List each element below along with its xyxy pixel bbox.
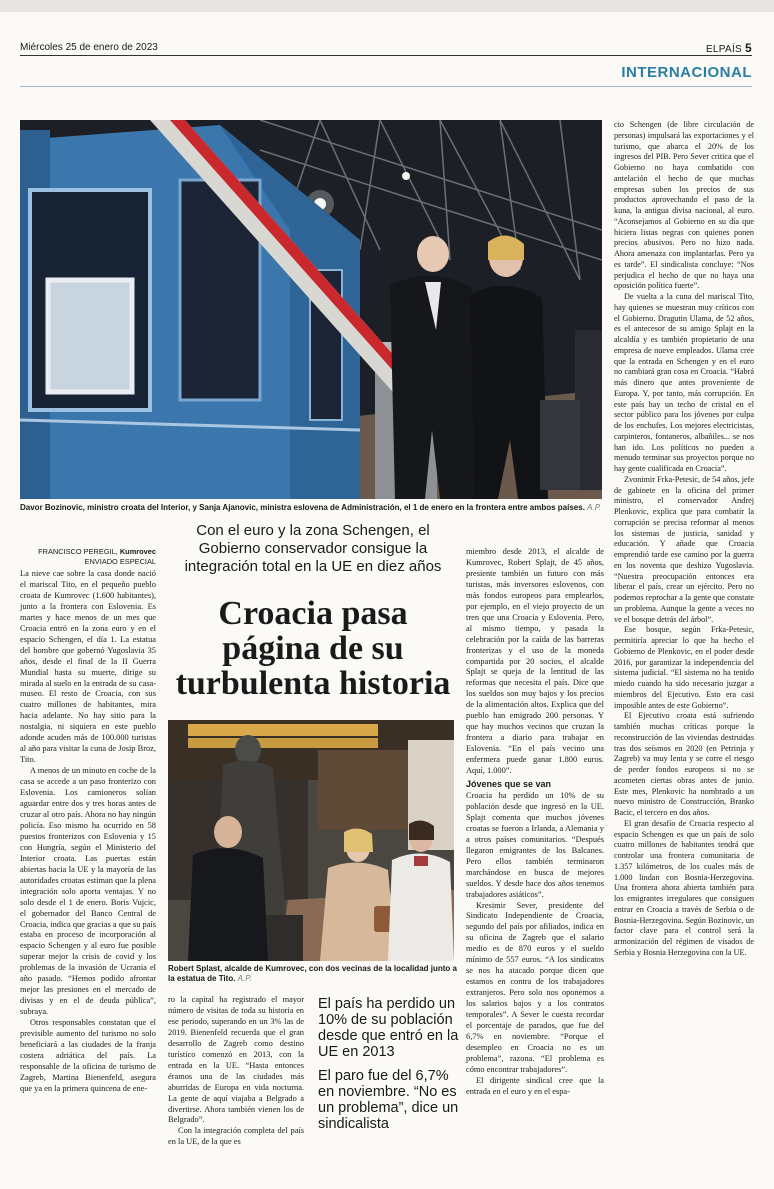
mid-photo-caption xyxy=(168,964,458,984)
top-photo-credit: A.P. xyxy=(587,503,602,512)
byline-author: FRANCISCO PEREGIL, xyxy=(38,547,118,556)
brand-name: ELPAÍS xyxy=(705,44,743,55)
top-strip xyxy=(0,0,774,12)
mid-photo-caption-text: Robert Splast, alcalde de Kumrovec, con dos vecinas de la localidad junto a la estatua de Tito. xyxy=(168,964,457,983)
article-paragraph: A menos de un minuto en coche de la casa se accede a un paso fronterizo con Eslovenia. Los camioneros solían aguardar entre dos y tres horas antes de cruzar al otro país. Ahora no hay ningún policía. Eso mismo ha ocurrido en 58 puestos fronterizos con Eslovenia y 15 con Hungría, según el Ministerio del Interior croata. Las puertas están abiertas hacia la UE y la mayoría de las autoridades croatas estiman que la plena integración solo aporta ventajas. Y no solo desde el 1 de enero. Boris Vujcic, el gobernador del Banco Central de Croacia, indica que gracias a que su país estaba en proceso de incorporación al espacio Schengen y al euro fue posible superar mejor la crisis de covid y los problemas de la invasión de Ucrania el año pasado. “Hemos podido afrontar mejor las presiones en el mercado de divisas y en el de deuda pública”, subraya. xyxy=(20,766,156,1017)
top-photo-caption xyxy=(20,503,602,513)
article-paragraph: cio Schengen (de libre circulación de personas) impulsará las exportaciones y el turismo, que abarca el 20% de los ingresos del PIB. Pero Sever critica que el Gobierno no haya combatido con antelación el hecho de que muchas empresas suben los precios de sus productos aprovechando el paso de la kuna, la antigua divisa nacional, al euro. “Aconsejamos al Gobierno en su día que hiciera listas negras con quienes ponen precios abusivos. Pero no hizo nada. Ahora amenaza con implantarlas. Pero ya es tarde”. El sindicalista concluye: “Nos perjudica el hecho de que no haya una oposición política fuerte”. xyxy=(614,120,754,291)
article-paragraph: De vuelta a la cuna del mariscal Tito, hay quienes se muestran muy críticos con el Gobierno. Dragutin Ulama, de 52 años, es el antecesor de su amigo Splajt en la alcaldía y es también propietario de una empresa de nueve empleados. Ulama cree que la entrada en Schengen y en el euro no cambiará gran cosa en Croacia. “Habrá más dinero que antes proveniente de Europa. Y, por tanto, más corrupción. En este país hay un techo de cristal en el sector público para los jóvenes por culpa de los enchufes. Los mejores electricistas, carpinteros, fontaneros, albañiles... se nos han ido. Los políticos no pueden a menudo terminar sus proyectos porque no hay gente cualificada en Croacia”. xyxy=(614,292,754,473)
section-title: INTERNACIONAL xyxy=(621,64,752,81)
masthead xyxy=(706,41,752,55)
article-paragraph: Kresimir Sever, presidente del Sindicato Independiente de Croacia, segundo del país por afiliados, indica en su oficina de Zagreb que el salario medio es de 870 euros y el sueldo mínimo de 557 euros. “A los sindicatos se nos ha atacado porque dicen que estamos en contra de los trabajadores extranjeros. Pero solo nos oponemos a los salarios bajos y a los contratos temporales”. A Sever le cuesta recordar el porcentaje de parados, que fue del 6,7% en noviembre. “Porque el desempleo en Croacia no es un problema”, razona. “El problema es cómo encontrar trabajadores”. xyxy=(466,900,604,1074)
article-paragraph: Zvonimir Frka-Petesic, de 54 años, jefe de gabinete en la oficina del primer ministro, el conservador Andrej Plenkovic, explica que para combatir la corrupción se precisa reformar al menos los sistemas de justicia, sanidad y educación. Y añade que Croacia emprendió tarde ese camino por la guerra en los noventa que deshizo Yugoslavia. “Nuestra preocupación entonces era liberar el país, crear un ejército. Pero no podemos reprochar a la gente que constate un problema. Aunque la gente a veces no ve el bosque detrás del árbol”. xyxy=(614,474,754,624)
article-column-1 xyxy=(20,569,156,1095)
article-column-3 xyxy=(466,547,604,1098)
article-paragraph: ro la capital ha registrado el mayor número de visitas de toda su historia en ese periodo, superando en un 3% las de 2019. Bienenfeld recuerda que el gran desarrollo de Zagreb como destino turístico comenzó en 2013, con la entrada en la UE. “Hasta entonces éramos una de las ciudades más aburridas de Europa en vida nocturna. La gente de aquí viajaba a Belgrado a divertirse. Ahora también vienen los de Belgrado”. xyxy=(168,995,304,1125)
border-crossing-illustration xyxy=(20,120,602,499)
border-crossing-photo xyxy=(20,120,602,499)
mid-photo-credit: A.P. xyxy=(237,974,252,983)
article-kicker: Con el euro y la zona Schengen, el Gobierno conservador consigue la integración total en la UE en diez años xyxy=(184,522,442,575)
article-subhead: Jóvenes que se van xyxy=(466,779,552,790)
article-paragraph: Croacia ha perdido un 10% de su población desde que ingresó en la UE. Splajt comenta que muchos jóvenes croatas se fueron a Irlanda, a Alemania y a otros países comunitarios. “Después llegaron emigrantes de los Balcanes. Pero ellos también terminaron marchándose en busca de mejores sueldos. Y desde hace dos años tenemos trabajadores asiáticos”. xyxy=(466,790,604,899)
byline xyxy=(30,547,156,567)
tito-statue-illustration xyxy=(168,720,454,961)
tito-statue-photo xyxy=(168,720,454,961)
pull-quotes xyxy=(318,996,462,1140)
article-column-4 xyxy=(614,120,754,959)
byline-place: Kumrovec xyxy=(119,547,156,556)
article-column-2 xyxy=(168,995,304,1148)
byline-role: ENVIADO ESPECIAL xyxy=(84,557,156,566)
article-paragraph: El gran desafío de Croacia respecto al espacio Schengen es que un país de solo cuatro millones de habitantes tendrá que controlar una frontera comunitaria de 1.357 kilómetros, de los cuales más de 1.000 lindan con Bosnia-Herzegovina. Una frontera ahora abierta también para los emigrantes irregulares que consiguen entrar en Croacia a través de Serbia o de Bosnia-Herzegovina. Según Bozinovic, un factor clave para el control será la armonización del régimen de visados de Serbia y Bosnia Herzegovina con la UE. xyxy=(614,818,754,957)
issue-date: Miércoles 25 de enero de 2023 xyxy=(20,42,158,53)
article-paragraph: Ese bosque, según Frka-Petesic, permitiría apreciar lo que ha hecho el Gobierno de Plenkovic, en el poder desde 2016, por garantizar la independencia del sistema judicial. “El sistema no ha tenido miedo cuando ha sido necesario juzgar a miembros del Ejecutivo. Esto era casi imposible antes de este Gobierno”. xyxy=(614,625,754,710)
article-paragraph: Otros responsables constatan que el previsible aumento del turismo no solo beneficiará a las ciudades de la franja costera adriática del país. La responsable de la oficina de turismo de Zagreb, Martina Bienenfeld, asegura que ya en la primera quincena de ene- xyxy=(20,1018,156,1093)
section-rule xyxy=(20,86,752,87)
article-headline: Croacia pasa página de su turbulenta historia xyxy=(175,595,451,702)
page-number: 5 xyxy=(745,41,752,55)
article-paragraph: miembro desde 2013, el alcalde de Kumrovec, Robert Splajt, de 45 años, presiente también un futuro con más turistas, más inversores eslovenos, con más fondos europeos para emplearlos, por ejemplo, en el viejo proyecto de un tren que una Croacia y Eslovenia. Pero, al mismo tiempo, y pasada la celebración por la caída de las barreras fronterizas y el uso de la moneda compartida por 20 socios, el alcalde Splajt se queja de la lentitud de las reformas que necesita el país. Dice que los sueldos son muy bajos y los precios de la alimentación altos. Explica que del pueblo han emigrado 200 personas. Y que hay muchos vecinos que cruzan la frontera a diario para trabajar en Eslovenia. “En el país vecino una enfermera puede ganar 1.800 euros. Aquí, 1.000”. xyxy=(466,547,604,776)
article-paragraph: La nieve cae sobre la casa donde nació el mariscal Tito, en el pequeño pueblo croata de Kumrovec (1.600 habitantes), junto a la frontera con Eslovenia. Es martes y hace menos de un mes que Croacia entró en la zona euro y en el espacio Schengen, el día 1. La estatua del hombre que gobernó Yugoslavia 35 años, desde el final de la II Guerra Mundial hasta su muerte, dirige su mirada al suelo en la entrada de su casa-museo. El resto de Croacia, con sus cuatro millones de habitantes, mira hacia adelante. No hay sitio para la nostalgia, ni siquiera en este pueblo adonde acuden más de 100.000 turistas al año para visitar la cuna de Josip Broz, Tito. xyxy=(20,569,156,765)
article-paragraph: Con la integración completa del país en la UE, de la que es xyxy=(168,1126,304,1147)
pull-quote-1: El país ha perdido un 10% de su población desde que entró en la UE en 2013 xyxy=(318,996,459,1060)
article-paragraph: El Ejecutivo croata está sufriendo también muchas críticas porque la reconstrucción de las viviendas destruidas tras dos seísmos en 2020 (en Petrinja y Zagreb) va muy lenta y se corre el riesgo de perder fondos europeos si no se acometen ciertas obras antes de junio. Este mes, Plenkovic ha nombrado a un nuevo ministro de Construcción, Branko Bacic, el tercero en dos años. xyxy=(614,711,754,817)
pull-quote-2: El paro fue del 6,7% en noviembre. “No es un problema”, dice un sindicalista xyxy=(318,1068,459,1132)
top-photo-caption-text: Davor Bozinovic, ministro croata del Interior, y Sanja Ajanovic, ministra eslovena de Administración, el 1 de enero en la frontera entre ambos países. xyxy=(20,503,585,512)
article-paragraph: El dirigente sindical cree que la entrada en el euro y en el espa- xyxy=(466,1075,604,1096)
header-rule xyxy=(20,55,752,56)
